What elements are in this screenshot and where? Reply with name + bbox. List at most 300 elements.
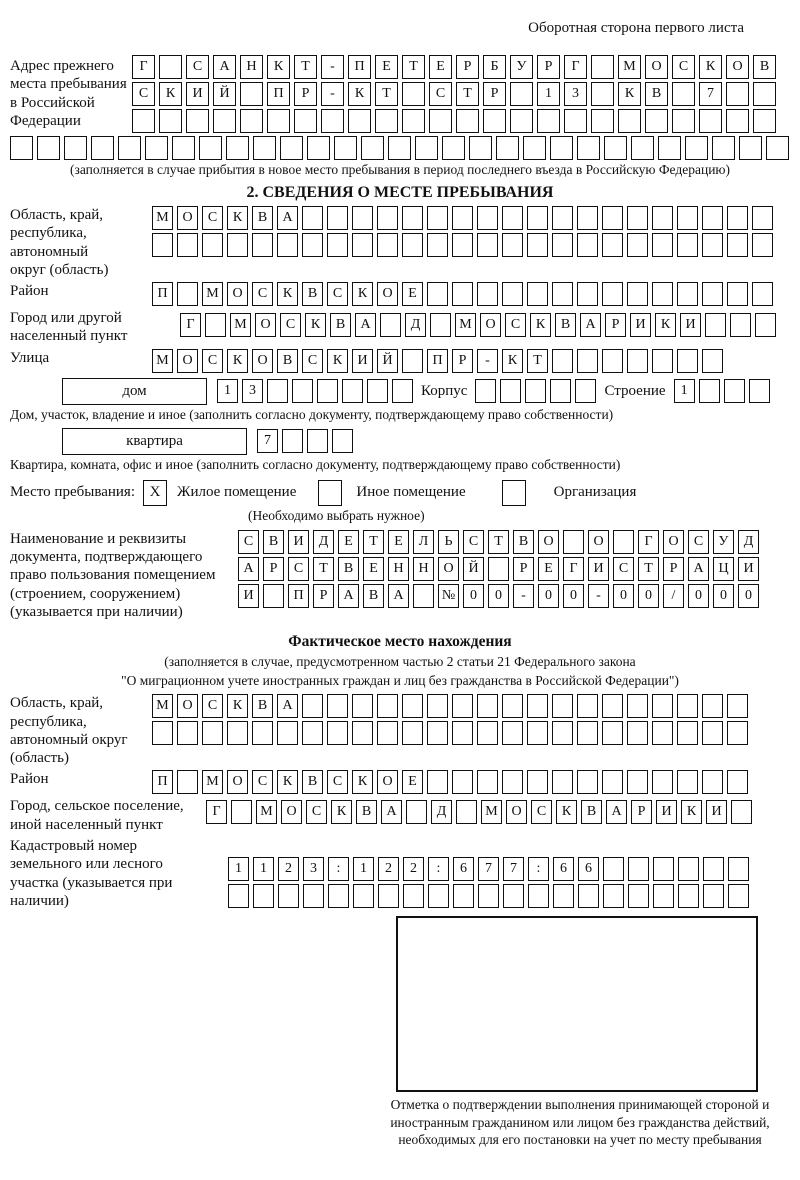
char-box[interactable]	[730, 313, 751, 337]
char-box[interactable]: :	[428, 857, 449, 881]
char-box[interactable]	[510, 109, 533, 133]
char-box[interactable]	[552, 349, 573, 373]
char-box[interactable]	[523, 136, 546, 160]
char-box[interactable]	[577, 233, 598, 257]
char-box[interactable]	[228, 884, 249, 908]
char-box[interactable]: В	[302, 282, 323, 306]
char-box[interactable]: И	[352, 349, 373, 373]
char-box[interactable]: Е	[375, 55, 398, 79]
char-box[interactable]	[132, 109, 155, 133]
char-box[interactable]: П	[267, 82, 290, 106]
char-box[interactable]: У	[713, 530, 734, 554]
char-box[interactable]: О	[255, 313, 276, 337]
char-box[interactable]	[577, 721, 598, 745]
char-box[interactable]	[10, 136, 33, 160]
char-box[interactable]	[603, 884, 624, 908]
char-box[interactable]	[91, 136, 114, 160]
char-box[interactable]: О	[227, 282, 248, 306]
char-box[interactable]: Т	[638, 557, 659, 581]
char-box[interactable]: Т	[375, 82, 398, 106]
char-box[interactable]	[702, 282, 723, 306]
char-box[interactable]: Ц	[713, 557, 734, 581]
char-box[interactable]	[752, 233, 773, 257]
char-box[interactable]: О	[177, 206, 198, 230]
char-box[interactable]	[652, 694, 673, 718]
char-box[interactable]	[627, 282, 648, 306]
char-box[interactable]: А	[580, 313, 601, 337]
char-box[interactable]: А	[381, 800, 402, 824]
char-box[interactable]	[527, 233, 548, 257]
char-box[interactable]	[552, 282, 573, 306]
char-box[interactable]	[427, 282, 448, 306]
char-box[interactable]: В	[581, 800, 602, 824]
char-box[interactable]	[591, 82, 614, 106]
char-box[interactable]: В	[252, 206, 273, 230]
char-box[interactable]: С	[613, 557, 634, 581]
char-box[interactable]	[502, 694, 523, 718]
char-box[interactable]: В	[555, 313, 576, 337]
char-box[interactable]: А	[388, 584, 409, 608]
char-box[interactable]	[152, 721, 173, 745]
char-box[interactable]: Р	[313, 584, 334, 608]
char-box[interactable]: С	[252, 770, 273, 794]
char-box[interactable]: М	[481, 800, 502, 824]
char-box[interactable]	[500, 379, 521, 403]
char-box[interactable]: 0	[463, 584, 484, 608]
char-box[interactable]: 6	[553, 857, 574, 881]
char-box[interactable]	[552, 206, 573, 230]
char-box[interactable]	[552, 694, 573, 718]
char-box[interactable]: Ь	[438, 530, 459, 554]
char-box[interactable]	[477, 694, 498, 718]
char-box[interactable]: Е	[338, 530, 359, 554]
char-box[interactable]	[645, 109, 668, 133]
char-box[interactable]	[267, 379, 288, 403]
char-box[interactable]	[413, 584, 434, 608]
char-box[interactable]	[280, 136, 303, 160]
char-box[interactable]	[677, 349, 698, 373]
char-box[interactable]	[739, 136, 762, 160]
char-box[interactable]	[427, 770, 448, 794]
char-box[interactable]	[267, 109, 290, 133]
char-box[interactable]	[452, 282, 473, 306]
char-box[interactable]	[752, 282, 773, 306]
char-box[interactable]: №	[438, 584, 459, 608]
char-box[interactable]: Р	[631, 800, 652, 824]
char-box[interactable]: О	[377, 282, 398, 306]
char-box[interactable]	[406, 800, 427, 824]
char-box[interactable]: И	[656, 800, 677, 824]
char-box[interactable]	[527, 206, 548, 230]
char-box[interactable]	[240, 109, 263, 133]
char-box[interactable]	[652, 282, 673, 306]
char-box[interactable]	[503, 884, 524, 908]
char-box[interactable]: Е	[363, 557, 384, 581]
char-box[interactable]: 1	[253, 857, 274, 881]
char-box[interactable]: С	[672, 55, 695, 79]
char-box[interactable]: К	[502, 349, 523, 373]
char-box[interactable]: И	[588, 557, 609, 581]
char-box[interactable]: О	[588, 530, 609, 554]
char-box[interactable]	[602, 694, 623, 718]
char-box[interactable]	[442, 136, 465, 160]
char-box[interactable]	[727, 694, 748, 718]
char-box[interactable]	[475, 379, 496, 403]
char-box[interactable]: Й	[377, 349, 398, 373]
char-box[interactable]	[702, 349, 723, 373]
char-box[interactable]: Е	[429, 55, 452, 79]
char-box[interactable]: У	[510, 55, 533, 79]
char-box[interactable]: О	[506, 800, 527, 824]
char-box[interactable]: 2	[378, 857, 399, 881]
char-box[interactable]: 7	[478, 857, 499, 881]
char-box[interactable]	[488, 557, 509, 581]
char-box[interactable]	[553, 884, 574, 908]
char-box[interactable]	[402, 206, 423, 230]
char-box[interactable]: Р	[483, 82, 506, 106]
char-box[interactable]	[452, 694, 473, 718]
char-box[interactable]: Е	[402, 770, 423, 794]
char-box[interactable]: 1	[674, 379, 695, 403]
char-box[interactable]: С	[505, 313, 526, 337]
char-box[interactable]: 0	[713, 584, 734, 608]
char-box[interactable]: К	[655, 313, 676, 337]
char-box[interactable]	[202, 721, 223, 745]
char-box[interactable]	[578, 884, 599, 908]
char-box[interactable]	[753, 82, 776, 106]
char-box[interactable]	[172, 136, 195, 160]
char-box[interactable]: Т	[294, 55, 317, 79]
char-box[interactable]	[728, 857, 749, 881]
char-box[interactable]: -	[321, 82, 344, 106]
char-box[interactable]	[627, 206, 648, 230]
char-box[interactable]: Т	[313, 557, 334, 581]
char-box[interactable]: Д	[405, 313, 426, 337]
char-box[interactable]	[307, 429, 328, 453]
char-box[interactable]: Д	[313, 530, 334, 554]
char-box[interactable]: О	[726, 55, 749, 79]
char-box[interactable]: Г	[180, 313, 201, 337]
char-box[interactable]: И	[186, 82, 209, 106]
char-box[interactable]	[677, 282, 698, 306]
char-box[interactable]	[527, 282, 548, 306]
char-box[interactable]	[703, 857, 724, 881]
char-box[interactable]	[415, 136, 438, 160]
char-box[interactable]	[613, 530, 634, 554]
char-box[interactable]	[352, 233, 373, 257]
char-box[interactable]: Е	[388, 530, 409, 554]
char-box[interactable]	[226, 136, 249, 160]
char-box[interactable]	[402, 694, 423, 718]
char-box[interactable]: А	[238, 557, 259, 581]
char-box[interactable]: С	[202, 694, 223, 718]
char-box[interactable]: 1	[353, 857, 374, 881]
char-box[interactable]	[205, 313, 226, 337]
char-box[interactable]: Е	[402, 282, 423, 306]
char-box[interactable]: Г	[563, 557, 584, 581]
char-box[interactable]: О	[252, 349, 273, 373]
char-box[interactable]	[427, 721, 448, 745]
char-box[interactable]	[577, 349, 598, 373]
char-box[interactable]	[478, 884, 499, 908]
char-box[interactable]: О	[538, 530, 559, 554]
char-box[interactable]: В	[330, 313, 351, 337]
char-box[interactable]: К	[556, 800, 577, 824]
char-box[interactable]	[388, 136, 411, 160]
char-box[interactable]: К	[277, 770, 298, 794]
char-box[interactable]	[377, 721, 398, 745]
char-box[interactable]	[378, 884, 399, 908]
char-box[interactable]	[618, 109, 641, 133]
char-box[interactable]: Й	[213, 82, 236, 106]
char-box[interactable]: -	[588, 584, 609, 608]
char-box[interactable]: С	[202, 349, 223, 373]
char-box[interactable]	[677, 233, 698, 257]
char-box[interactable]: А	[277, 206, 298, 230]
char-box[interactable]	[627, 694, 648, 718]
char-box[interactable]: 3	[564, 82, 587, 106]
char-box[interactable]: 7	[503, 857, 524, 881]
char-box[interactable]: 2	[403, 857, 424, 881]
char-box[interactable]	[604, 136, 627, 160]
char-box[interactable]	[186, 109, 209, 133]
char-box[interactable]: В	[363, 584, 384, 608]
char-box[interactable]: Г	[206, 800, 227, 824]
char-box[interactable]: -	[477, 349, 498, 373]
char-box[interactable]: Й	[463, 557, 484, 581]
char-box[interactable]	[677, 206, 698, 230]
char-box[interactable]	[727, 206, 748, 230]
char-box[interactable]	[452, 233, 473, 257]
char-box[interactable]: 1	[228, 857, 249, 881]
char-box[interactable]: К	[331, 800, 352, 824]
char-box[interactable]: М	[202, 282, 223, 306]
char-box[interactable]	[766, 136, 789, 160]
char-box[interactable]	[456, 109, 479, 133]
char-box[interactable]: В	[356, 800, 377, 824]
char-box[interactable]: О	[645, 55, 668, 79]
char-box[interactable]: С	[238, 530, 259, 554]
char-box[interactable]: С	[531, 800, 552, 824]
char-box[interactable]: М	[152, 206, 173, 230]
char-box[interactable]: 7	[257, 429, 278, 453]
char-box[interactable]	[159, 109, 182, 133]
char-box[interactable]	[342, 379, 363, 403]
char-box[interactable]: Д	[431, 800, 452, 824]
char-box[interactable]	[452, 770, 473, 794]
char-box[interactable]	[253, 136, 276, 160]
char-box[interactable]	[502, 233, 523, 257]
char-box[interactable]: В	[645, 82, 668, 106]
char-box[interactable]	[577, 770, 598, 794]
char-box[interactable]	[652, 206, 673, 230]
char-box[interactable]: С	[306, 800, 327, 824]
char-box[interactable]: Р	[537, 55, 560, 79]
char-box[interactable]	[550, 136, 573, 160]
char-box[interactable]: К	[352, 770, 373, 794]
char-box[interactable]	[456, 800, 477, 824]
char-box[interactable]	[702, 721, 723, 745]
char-box[interactable]	[502, 770, 523, 794]
char-box[interactable]	[477, 206, 498, 230]
char-box[interactable]	[453, 884, 474, 908]
char-box[interactable]: А	[606, 800, 627, 824]
char-box[interactable]	[302, 694, 323, 718]
char-box[interactable]	[627, 233, 648, 257]
char-box[interactable]	[402, 233, 423, 257]
char-box[interactable]	[727, 721, 748, 745]
char-box[interactable]	[303, 884, 324, 908]
char-box[interactable]	[552, 721, 573, 745]
char-box[interactable]: О	[177, 694, 198, 718]
char-box[interactable]: 3	[303, 857, 324, 881]
char-box[interactable]	[652, 349, 673, 373]
char-box[interactable]: В	[513, 530, 534, 554]
char-box[interactable]	[177, 770, 198, 794]
char-box[interactable]	[177, 233, 198, 257]
char-box[interactable]	[602, 721, 623, 745]
char-box[interactable]: 0	[738, 584, 759, 608]
char-box[interactable]	[334, 136, 357, 160]
char-box[interactable]: -	[321, 55, 344, 79]
char-box[interactable]: К	[530, 313, 551, 337]
char-box[interactable]	[628, 884, 649, 908]
char-box[interactable]: С	[688, 530, 709, 554]
char-box[interactable]: В	[338, 557, 359, 581]
char-box[interactable]: С	[463, 530, 484, 554]
char-box[interactable]	[702, 233, 723, 257]
char-box[interactable]	[477, 770, 498, 794]
char-box[interactable]	[277, 233, 298, 257]
char-box[interactable]: Р	[456, 55, 479, 79]
char-box[interactable]	[380, 313, 401, 337]
char-box[interactable]: К	[618, 82, 641, 106]
char-box[interactable]: Г	[638, 530, 659, 554]
char-box[interactable]	[727, 233, 748, 257]
char-box[interactable]	[702, 206, 723, 230]
char-box[interactable]	[469, 136, 492, 160]
char-box[interactable]	[231, 800, 252, 824]
char-box[interactable]	[199, 136, 222, 160]
char-box[interactable]	[726, 82, 749, 106]
char-box[interactable]: А	[213, 55, 236, 79]
char-box[interactable]	[653, 857, 674, 881]
char-box[interactable]	[577, 282, 598, 306]
char-box[interactable]: К	[699, 55, 722, 79]
char-box[interactable]: :	[328, 857, 349, 881]
char-box[interactable]	[327, 233, 348, 257]
char-box[interactable]: К	[277, 282, 298, 306]
char-box[interactable]: О	[438, 557, 459, 581]
char-box[interactable]	[321, 109, 344, 133]
char-box[interactable]	[452, 721, 473, 745]
char-box[interactable]: М	[152, 349, 173, 373]
char-box[interactable]: 1	[217, 379, 238, 403]
char-box[interactable]: П	[427, 349, 448, 373]
checkbox-residential[interactable]: X	[143, 480, 167, 506]
char-box[interactable]	[496, 136, 519, 160]
char-box[interactable]	[702, 770, 723, 794]
char-box[interactable]: А	[688, 557, 709, 581]
char-box[interactable]	[527, 694, 548, 718]
char-box[interactable]	[749, 379, 770, 403]
char-box[interactable]: Т	[402, 55, 425, 79]
char-box[interactable]	[712, 136, 735, 160]
char-box[interactable]	[552, 233, 573, 257]
char-box[interactable]	[627, 721, 648, 745]
char-box[interactable]	[361, 136, 384, 160]
char-box[interactable]	[563, 530, 584, 554]
char-box[interactable]: К	[267, 55, 290, 79]
char-box[interactable]	[430, 313, 451, 337]
char-box[interactable]: 6	[453, 857, 474, 881]
char-box[interactable]	[294, 109, 317, 133]
char-box[interactable]: К	[348, 82, 371, 106]
char-box[interactable]	[402, 721, 423, 745]
char-box[interactable]	[348, 109, 371, 133]
char-box[interactable]	[677, 721, 698, 745]
char-box[interactable]: 0	[688, 584, 709, 608]
char-box[interactable]: С	[280, 313, 301, 337]
char-box[interactable]	[602, 770, 623, 794]
char-box[interactable]	[367, 379, 388, 403]
char-box[interactable]	[282, 429, 303, 453]
char-box[interactable]	[477, 721, 498, 745]
char-box[interactable]	[377, 694, 398, 718]
char-box[interactable]: В	[302, 770, 323, 794]
char-box[interactable]: Н	[240, 55, 263, 79]
char-box[interactable]	[428, 884, 449, 908]
char-box[interactable]	[292, 379, 313, 403]
char-box[interactable]	[699, 109, 722, 133]
char-box[interactable]: Г	[564, 55, 587, 79]
char-box[interactable]: Г	[132, 55, 155, 79]
char-box[interactable]: О	[281, 800, 302, 824]
char-box[interactable]	[724, 379, 745, 403]
char-box[interactable]	[652, 721, 673, 745]
char-box[interactable]	[159, 55, 182, 79]
char-box[interactable]	[227, 233, 248, 257]
char-box[interactable]: О	[663, 530, 684, 554]
char-box[interactable]	[510, 82, 533, 106]
char-box[interactable]	[353, 884, 374, 908]
char-box[interactable]	[591, 109, 614, 133]
char-box[interactable]: А	[277, 694, 298, 718]
char-box[interactable]	[591, 55, 614, 79]
checkbox-organization[interactable]	[502, 480, 526, 506]
char-box[interactable]: С	[429, 82, 452, 106]
char-box[interactable]	[577, 136, 600, 160]
char-box[interactable]	[702, 694, 723, 718]
char-box[interactable]: /	[663, 584, 684, 608]
char-box[interactable]	[252, 721, 273, 745]
char-box[interactable]	[452, 206, 473, 230]
char-box[interactable]: С	[252, 282, 273, 306]
char-box[interactable]: :	[528, 857, 549, 881]
char-box[interactable]: А	[355, 313, 376, 337]
char-box[interactable]	[627, 349, 648, 373]
char-box[interactable]: П	[348, 55, 371, 79]
char-box[interactable]	[628, 857, 649, 881]
char-box[interactable]: С	[327, 282, 348, 306]
char-box[interactable]	[177, 282, 198, 306]
char-box[interactable]: М	[202, 770, 223, 794]
char-box[interactable]	[527, 770, 548, 794]
char-box[interactable]	[602, 349, 623, 373]
char-box[interactable]: В	[263, 530, 284, 554]
char-box[interactable]	[677, 770, 698, 794]
char-box[interactable]: С	[202, 206, 223, 230]
